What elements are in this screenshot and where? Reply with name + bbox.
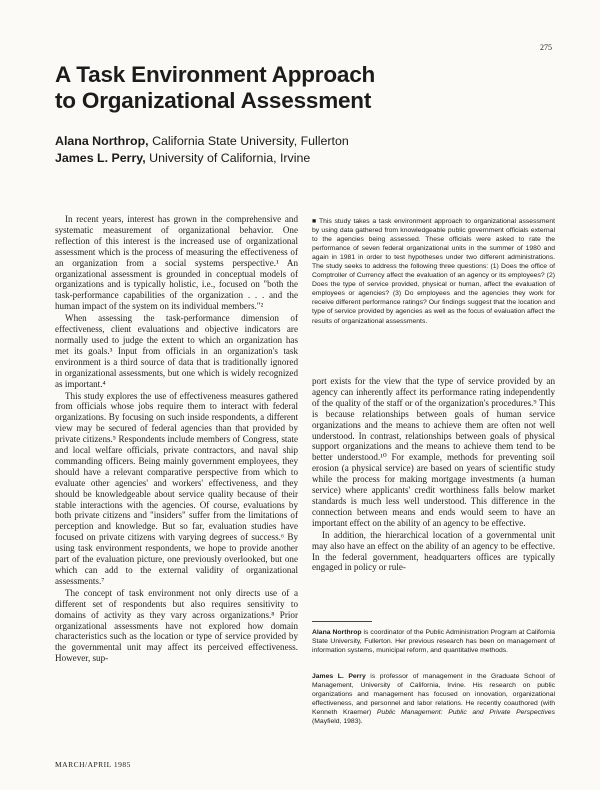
author-2-affiliation: University of California, Irvine — [145, 151, 311, 165]
bio-name: James L. Perry — [312, 673, 366, 680]
body-right-column — [312, 376, 555, 574]
body-left-column — [55, 214, 298, 665]
author-bio-perry — [312, 672, 555, 726]
body-paragraph: port exists for the view that the type of service provided by an agency can inherently affect its performance rating independently of the quality of the staff or of the organization's procedures.⁹ This is because relationships between goals of human service organizations and the means to achieve them are often not well understood. In contrast, relationships between goals of physical support organizations and the means to achieve them tend to be better understood.¹⁰ For example, methods for preventing soil erosion (a physical service) are based on years of scientific study while the process for making mortgage investments (a human service) where applicants' credit worthiness falls below market standards is much less well understood. This difference in the connection between means and ends would seem to have an important effect on the ability of an agency to be effective. — [312, 376, 555, 528]
author-1-affiliation: California State University, Fullerton — [148, 134, 349, 148]
page-number: 275 — [540, 43, 552, 52]
body-paragraph: This study explores the use of effectiveness measures gathered from officials whose jobs require them to interact with federal organizations. By focusing on such inside respondents, a different view may be secured of federal agencies than that provided by private citizens.⁵ Respondents include members of Congress, state and local welfare officials, private contractors, and naval ship commanding officers. Being mainly government employees, they should have a relevant comparative perspective from which to evaluate other agencies' and workers' effectiveness, and they should be knowledgeable about service quality because of their stable interactions with the agencies. Of course, evaluations by both private citizens and "insiders" suffer from the limitations of perception and knowledge. But so far, evaluation studies have focused on private citizens with varying degrees of success.⁶ By using task environment respondents, we hope to provide another part of the evaluation picture, one previously overlooked, but one which can add to the external validity of organizational assessments.⁷ — [55, 390, 298, 586]
author-1 — [55, 133, 535, 150]
bio-book-title: Public Management: Public and Private Perspectives — [376, 709, 555, 716]
bio-text: is professor of management in the Graduate School of Management, University of California, Irvine. His research on public organizations and management has focused on innovation, organizational effectiveness, and personnel and labor relations. He recently coauthored (with Kenneth Kraemer) — [312, 673, 555, 716]
bio-text-end: (Mayfield, 1983). — [312, 718, 363, 725]
abstract — [312, 217, 555, 326]
body-paragraph: The concept of task environment not only directs use of a different set of respondents but also requires sensitivity to domains of activity as they vary across organizations.⁸ Prior organizational assessments have not explored how domain characteristics such as the location or type of service provided by the governmental unit may affect its perceived effectiveness. However, sup- — [55, 587, 298, 664]
author-2-name: James L. Perry, — [55, 151, 146, 165]
article-title — [55, 62, 535, 114]
title-line-2: to Organizational Assessment — [55, 88, 372, 113]
abstract-text: This study takes a task environment approach to organizational assessment by using data gathered from knowledgeable public government officials external to the agencies being assessed. These officials were asked to rate the performance of seven federal organizational units in the summer of 1980 and again in 1981 in order to test hypotheses under two different administrations. The study seeks to address the following three questions: (1) Does the office of Comptroller of Currency affect the evaluation of an agency or its employees? (2) Does the type of service provided, physical or human, affect the evaluation of employees or agencies? (3) Do employees and the agencies they work for receive different performance ratings? Our findings suggest that the location and type of service provided by agencies as well as the focus of evaluation affect the results of organizational assessments. — [312, 218, 555, 325]
bio-text: is coordinator of the Public Administration Program at California State University, Fullerton. Her previous research has been on management of information systems, municipal reform, and quantitative methods. — [312, 629, 556, 654]
square-bullet-icon: ■ — [312, 218, 317, 225]
author-list — [55, 133, 535, 167]
issue-footer: MARCH/APRIL 1985 — [55, 760, 131, 769]
author-1-name: Alana Northrop, — [55, 134, 149, 148]
bio-name: Alana Northrop — [312, 629, 362, 636]
title-line-1: A Task Environment Approach — [55, 62, 376, 87]
body-paragraph: In recent years, interest has grown in the comprehensive and systematic measurement of organizational behavior. One reflection of this interest is the increased use of organizational assessment which is the process of measuring the effectiveness of an organization from a social systems perspective.¹ An organizational assessment is grounded in conceptual models of organizations and is typically holistic, i.e., focused on "both the task-performance capabilities of the organization . . . and the human impact of the system on its individual members."² — [55, 214, 298, 312]
footnote-divider — [312, 621, 372, 622]
body-paragraph: In addition, the hierarchical location of a governmental unit may also have an effect on the ability of an agency to be effective. In the federal government, headquarters offices are typically engaged in policy or rule- — [312, 529, 555, 573]
author-2 — [55, 150, 535, 167]
body-paragraph: When assessing the task-performance dimension of effectiveness, client evaluations and objective indicators are normally used to judge the extent to which an organization has met its goals.³ Input from officials in an organization's task environment is a third source of data that is traditionally ignored in organizational assessments, but one which is widely recognized as important.⁴ — [55, 313, 298, 389]
author-bio-northrop — [312, 628, 555, 655]
